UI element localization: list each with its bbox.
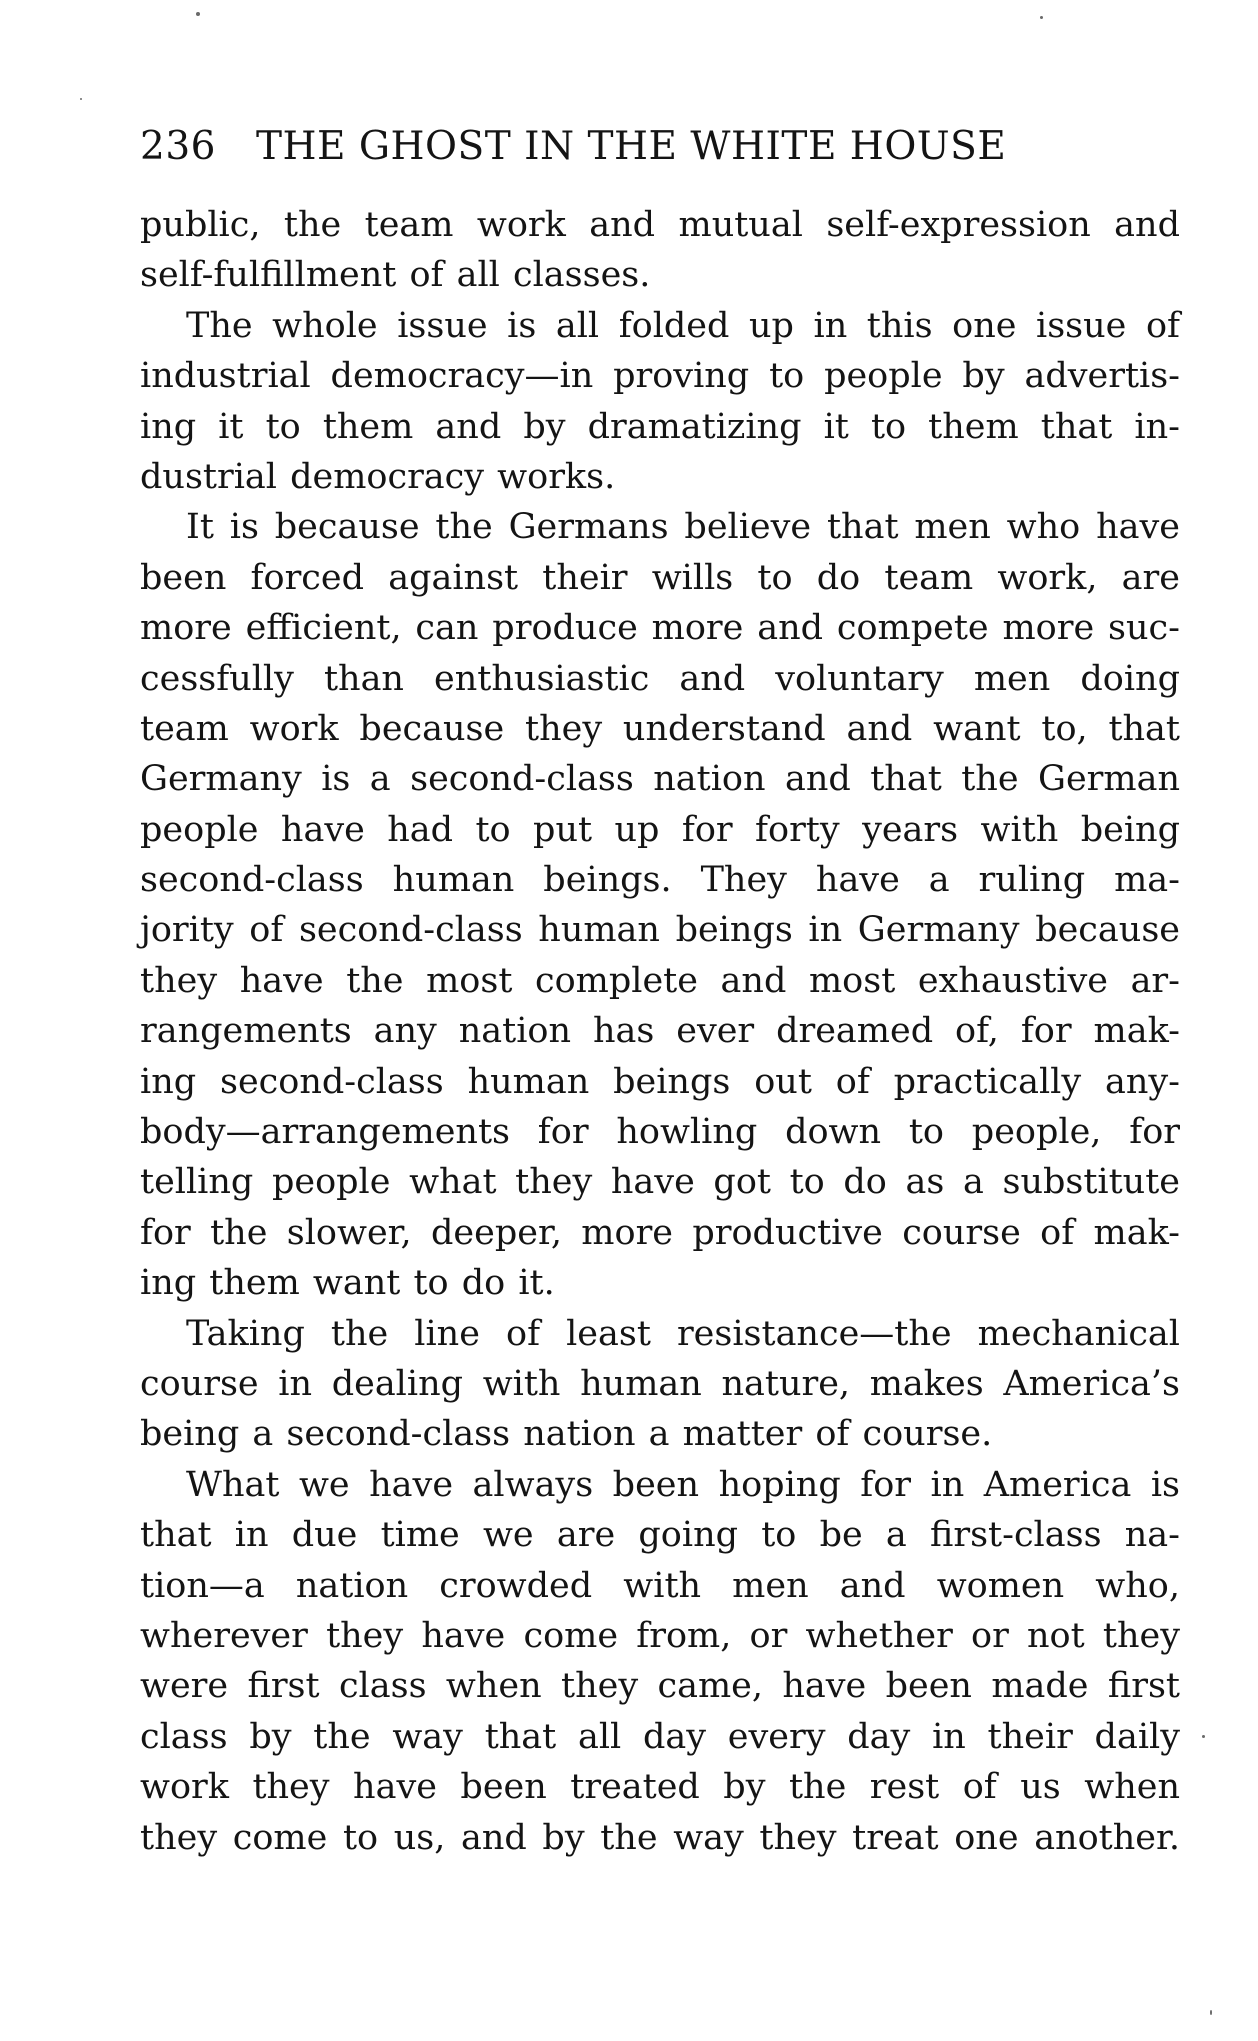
text-line: body—arrangements for howling down to people, for [140,1112,1180,1153]
paper-speck [1202,1735,1205,1738]
text-line: work they have been treated by the rest of us when [140,1767,1180,1808]
text-line: cessfully than enthusiastic and voluntary men doing [140,658,1180,699]
text-line: The whole issue is all folded up in this one issue of [186,305,1180,346]
text-line: more efficient, can produce more and compete more suc- [140,608,1180,649]
text-line: Germany is a second-class nation and that the German [140,759,1180,800]
paper-speck [196,12,200,16]
text-line: industrial democracy—in proving to people by advertis- [140,356,1180,397]
text-line: ing them want to do it. [140,1263,555,1304]
text-line: that in due time we are going to be a first-class na- [140,1515,1180,1556]
text-line: wherever they have come from, or whether or not they [140,1615,1180,1656]
text-line: dustrial democracy works. [140,456,616,497]
text-line: second-class human beings. They have a ruling ma- [140,860,1180,901]
text-line: public, the team work and mutual self-expression and [140,205,1180,245]
text-line: ing second-class human beings out of practically any- [140,1061,1180,1102]
text-line: people have had to put up for forty years with being [140,809,1180,850]
text-line: class by the way that all day every day in their daily [140,1716,1180,1757]
text-line: jority of second-class human beings in Germany because [140,910,1180,951]
text-line: they have the most complete and most exhaustive ar- [140,960,1180,1001]
page-number: 236 [140,124,216,169]
text-line: ing it to them and by dramatizing it to them that in- [140,406,1180,447]
text-line: team work because they understand and want to, that [140,708,1180,749]
text-line: tion—a nation crowded with men and women who, [140,1565,1180,1606]
text-line: self-fulfillment of all classes. [140,255,651,296]
paper-speck [1040,16,1043,19]
text-line: course in dealing with human nature, makes America’s [140,1363,1180,1404]
text-line: What we have always been hoping for in America is [186,1464,1180,1505]
text-line: were first class when they came, have been made first [140,1666,1180,1707]
text-line: being a second-class nation a matter of course. [140,1414,993,1455]
text-line: telling people what they have got to do as a substitute [140,1162,1180,1203]
text-line: It is because the Germans believe that men who have [186,507,1180,548]
text-line: they come to us, and by the way they treat one another. [140,1817,1180,1858]
text-line: Taking the line of least resistance—the mechanical [186,1313,1180,1354]
text-line: been forced against their wills to do team work, are [140,557,1180,598]
text-line: for the slower, deeper, more productive course of mak- [140,1212,1180,1253]
paper-speck [1210,2010,1212,2015]
body-text [140,200,1180,1863]
paper-speck [80,98,82,100]
running-title: THE GHOST IN THE WHITE HOUSE [255,124,1007,169]
text-line: rangements any nation has ever dreamed of, for mak- [140,1011,1180,1052]
running-header [140,124,1080,174]
